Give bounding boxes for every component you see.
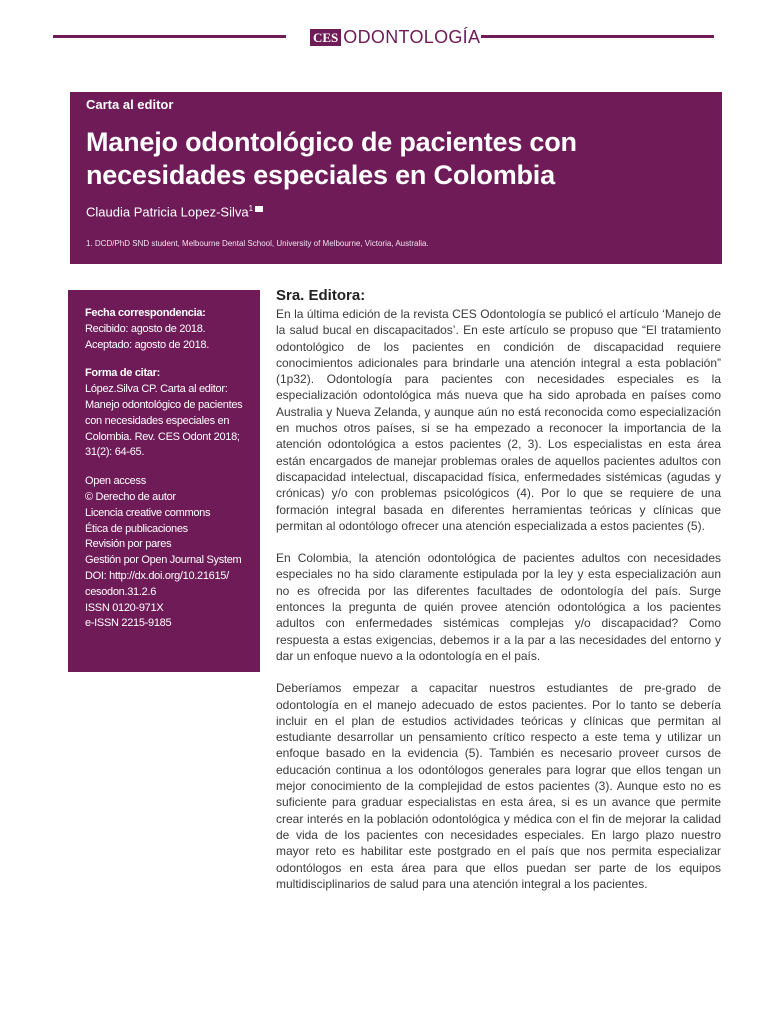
doi-link-cont[interactable]: cesodon.31.2.6 (85, 585, 157, 598)
copyright: © Derecho de autor (85, 490, 176, 503)
affiliation: 1. DCD/PhD SND student, Melbourne Dental School, University of Melbourne, Victoria, Australia. (86, 239, 429, 248)
header-rule-right (481, 35, 714, 38)
letter-body (276, 286, 721, 892)
journal-header (310, 27, 480, 47)
e-issn: e-ISSN 2215-9185 (85, 617, 172, 630)
paragraph: En Colombia, la atención odontológica de pacientes adultos con necesidades especiales no ha sido claramente estipulada por la ley y esta especialización aun no es ofrecida por las diferentes facultades de odontología del país. Surge entonces la pregunta de quién provee atención odontológica a los pacientes adultos con enfermedades sistémicas complejas y/o discapacidad? Como respuesta a estas exigencias, debemos ir a la par a las necesidades del entorno y dar un enfoque nuevo a la odontología en el país. (276, 551, 721, 663)
section-label: Carta al editor (86, 97, 174, 112)
article-title: Manejo odontológico de pacientes con necesidades especiales en Colombia (86, 127, 577, 190)
article-info-sidebar (68, 290, 260, 672)
citation-line: Manejo odontológico de pacientes (85, 398, 243, 411)
paragraph: En la última edición de la revista CES Odontología se publicó el artículo ‘Manejo de la salud bucal en discapacitados’. En este artículo se propuso que “El tratamiento odontológico de los pacientes en condición de discapacidad requiere conocimientos adicionales para brindarle una atención integral a esta población” (1p32). Odontología para pacientes con necesidades especiales es la especialización odontológica más nueva que ha sido aprobada en países como Australia y Nueva Zelanda, y aunque aún no está reconocida como especialización en muchos otros países, si se ha empezado a reconocer la importancia de la atención odontológica a estos pacientes (2, 3). Los especialistas en esta área están encargados de manejar problemas orales de aquellos pacientes adultos con discapacidad intelectual, discapacidad física, enfermedades sistémicas (agudas y crónicas) y/o con problemas psicológicos (4). Por lo que se requiere de una formación integral basada en diferentes herramientas teóricas y clínicas que permitan al odontólogo ofrecer una atención especializada a estos pacientes (5). (276, 307, 721, 533)
citation-line: con necesidades especiales en (85, 414, 230, 427)
article-title-box (70, 92, 722, 264)
recibido-date: Recibido: agosto de 2018. (85, 322, 206, 335)
ojs-info: Gestión por Open Journal System (85, 554, 242, 567)
citar-label: Forma de citar: (85, 367, 160, 380)
salutation: Sra. Editora: (276, 287, 366, 304)
author-line (86, 204, 263, 219)
peer-review-link[interactable]: Revisión por pares (85, 538, 172, 551)
open-access: Open access (85, 475, 146, 488)
author-name: Claudia Patricia Lopez-Silva (86, 204, 249, 220)
ethics-link[interactable]: Ética de publicaciones (85, 522, 188, 535)
ces-logo: CES (310, 29, 341, 46)
citation-line: Colombia. Rev. CES Odont 2018; (85, 430, 240, 443)
mail-icon[interactable] (255, 206, 263, 212)
citation-line: 31(2): 64-65. (85, 446, 145, 459)
fecha-label: Fecha correspondencia: (85, 307, 206, 319)
license-link[interactable]: Licencia creative commons (85, 506, 211, 519)
issn: ISSN 0120-971X (85, 601, 164, 614)
header-rule-left (53, 35, 286, 38)
citation-line: López.Silva CP. Carta al editor: (85, 383, 228, 396)
doi-link[interactable]: DOI: http://dx.doi.org/10.21615/ (85, 569, 229, 582)
aceptado-date: Aceptado: agosto de 2018. (85, 338, 209, 351)
author-affil-ref: 1 (248, 204, 254, 213)
journal-name: ODONTOLOGÍA (343, 27, 481, 47)
paragraph: Deberíamos empezar a capacitar nuestros estudiantes de pre-grado de odontología en el manejo adecuado de estos pacientes. Por lo tanto se debería incluir en el plan de estudios actividades teóricas y clínicas que permitan al estudiante desarrollar un pensamiento crítico respecto a este tema y utilizar un enfoque basado en la evidencia (5). También es necesario proveer cursos de educación continua a los odontólogos generales para lograr que ellos tengan un mejor conocimiento de la complejidad de estos pacientes (3). Aunque esto no es suficiente para graduar especialistas en esta área, si es un avance que permite crear interés en la población odontológica y médica con el fin de mejorar la calidad de vida de los pacientes con necesidades especiales. En largo plazo nuestro mayor reto es habilitar este postgrado en el país que nos permita especializar odontólogos en esta área para que ellos puedan ser parte de los equipos multidisciplinarios de salud para una atención integral a los pacientes. (276, 681, 721, 891)
